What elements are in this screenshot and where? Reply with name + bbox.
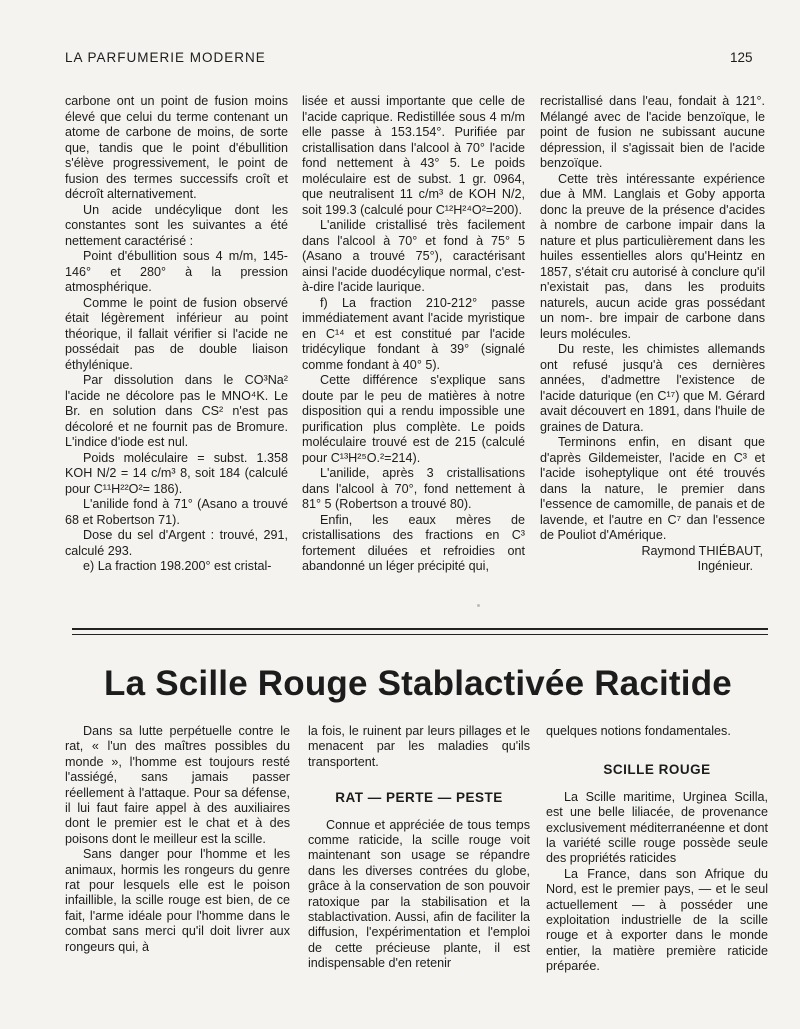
paragraph: Poids moléculaire = subst. 1.358 KOH N/2 = 14 c/m³ 8, soit 184 (calculé pour C¹¹H²²O²= 186). [65, 450, 288, 496]
paragraph: Sans danger pour l'homme et les animaux, hormis les rongeurs du genre rat pour lesquels elle est le poison infaillible, la scille rouge est bien, de ce fait, l'arme idéale pour l'homme dans le combat sans merci qu'il doit livrer aux rongeurs qui, à [65, 847, 290, 954]
paragraph: carbone ont un point de fusion moins élevé que celui du terme contenant un atome de carbone de moins, de sorte que, tandis que le point d'ébullition s'élève progressivement, le point de fusion des termes successifs croît et décroît alternativement. [65, 94, 288, 201]
paragraph: Par dissolution dans le CO³Na² l'acide ne décolore pas le MNO⁴K. Le Br. en solution dans CS² n'est pas décoloré et ne fournit pas de Bromure. L'indice d'iode est nul. [65, 373, 288, 449]
paragraph: Terminons enfin, en disant que d'après Gildemeister, l'acide en C³ et l'acide isoheptylique ont été trouvés dans la nature, le premier dans l'essence de camomille, de panais et de lavende, et l'autre en C⁷ dan l'essence de Pouliot d'Amérique. [540, 435, 765, 542]
paragraph: lisée et aussi importante que celle de l'acide caprique. Redistillée sous 4 m/m elle passe à 153.154°. Purifiée par cristallisation dans l'alcool à 70° l'acide fond nettement à 43° 5. Le poids moléculaire est de subst. 1 gr. 0964, que neutralisent 11 c/m³ de KOH N/2, soit 199.3 (calculé pour C¹²H²⁴O²=200). [302, 94, 525, 217]
paragraph: Enfin, les eaux mères de cristallisations des fractions en C³ fortement diluées et refroidies ont abandonné un léger précipité qui, [302, 512, 525, 573]
author-signature: Raymond THIÉBAUT, [641, 543, 763, 558]
prev-article-column-2 [302, 94, 525, 575]
section-heading: SCILLE ROUGE [603, 762, 711, 778]
paragraph: Dans sa lutte perpétuelle contre le rat, « l'un des maîtres possibles du monde », l'homme est toujours resté l'assiégé, sans jamais passer réellement à l'attaque. Pour sa défense, il lui faut faire appel à des auxiliaires dont le premier est le chat et à des poisons dont le meilleur est la scille. [65, 724, 290, 846]
section-rule-thick [72, 628, 768, 630]
article-column-1 [65, 724, 290, 955]
author-title: Ingénieur. [697, 559, 753, 573]
article-column-3 [546, 724, 768, 975]
paragraph: Point d'ébullition sous 4 m/m, 145-146° et 280° à la pression atmosphérique. [65, 249, 288, 294]
article-title: La Scille Rouge Stablactivée Racitide [104, 664, 732, 703]
paragraph: recristallisé dans l'eau, fondait à 121°. Mélangé avec de l'acide benzoïque, le point de fusion ne subissant aucune dépression, il s'agissait bien de l'acide benzoïque. [540, 94, 765, 170]
paragraph: Un acide undécylique dont les constantes sont les suivantes a été nettement caractérisé : [65, 202, 288, 248]
print-speck [477, 604, 480, 607]
paragraph: la fois, le ruinent par leurs pillages et le menacent par les maladies qu'ils transportent. [308, 724, 530, 769]
section-rule-thin [72, 634, 768, 635]
paragraph: L'anilide fond à 71° (Asano a trouvé 68 et Robertson 71). [65, 497, 288, 527]
prev-article-column-3 [540, 94, 765, 575]
paragraph: Cette différence s'explique sans doute par le peu de matières à notre disposition qui a rendu impossible une purification plus complète. Le poids moléculaire trouvé est de 215 (calculé pour C¹³H²⁵O.²=214). [302, 373, 525, 465]
prev-article-column-1 [65, 94, 288, 575]
paragraph: L'anilide, après 3 cristallisations dans l'alcool à 70°, fond nettement à 81° 5 (Robertson a trouvé 80). [302, 466, 525, 511]
paragraph: Du reste, les chimistes allemands ont refusé jusqu'à ces dernières années, d'admettre l'existence de l'acide daturique (en C¹⁷) que M. Gérard avait découvert en 1891, dans l'huile de graines de Datura. [540, 342, 765, 434]
section-heading: RAT — PERTE — PESTE [335, 790, 503, 806]
paragraph: La France, dans son Afrique du Nord, est le premier pays, — et le seul actuellement — à posséder une exploitation industrielle de la scille rouge et à exporter dans le monde entier, la matière première raticide préparée. [546, 866, 768, 974]
page-number: 125 [730, 50, 753, 65]
paragraph: Cette très intéressante expérience due à MM. Langlais et Goby apporta donc la preuve de la présence d'acides à nombre de carbone impair dans la nature et plus particulièrement dans les huiles essentielles alors qu'Heintz en 1857, s'était cru autorisé à conclure qu'il n'existait pas, dans les produits naturels, aucun acide gras possédant un nom-. bre impair de carbone dans leurs molécules. [540, 171, 765, 341]
paragraph: e) La fraction 198.200° est cristal- [83, 559, 272, 573]
article-column-2 [308, 724, 530, 972]
paragraph: Dose du sel d'Argent : trouvé, 291, calculé 293. [65, 528, 288, 558]
running-head: LA PARFUMERIE MODERNE [65, 50, 266, 65]
paragraph: quelques notions fondamentales. [546, 724, 731, 738]
paragraph: Connue et appréciée de tous temps comme raticide, la scille rouge voit maintenant son usage se répandre dans les diverses contrées du globe, grâce à la conservation de son pouvoir ratoxique par la stabilisation et la stablactivation. Aussi, afin de faciliter la diffusion, l'expérimentation et l'emploi de cette précieuse plante, il est indispensable d'en retenir [308, 817, 530, 971]
paragraph: La Scille maritime, Urginea Scilla, est une belle liliacée, de provenance exclusivement méditerranéenne et dont la variété scille rouge possède seule des propriétés raticides [546, 789, 768, 866]
paragraph: L'anilide cristallisé très facilement dans l'alcool à 70° et fond à 75° 5 (Asano a trouvé 75°), caractérisant ainsi l'acide duodécylique normal, c'est-à-dire l'acide laurique. [302, 218, 525, 294]
paragraph: f) La fraction 210-212° passe immédiatement avant l'acide myristique en C¹⁴ et est constitué par l'acide tridécylique fondant à 39° (signalé comme fondant à 40° 5). [302, 295, 525, 372]
paragraph: Comme le point de fusion observé était légèrement inférieur au point théorique, il fallait vérifier si l'acide ne possédait pas de double liaison éthylénique. [65, 295, 288, 372]
